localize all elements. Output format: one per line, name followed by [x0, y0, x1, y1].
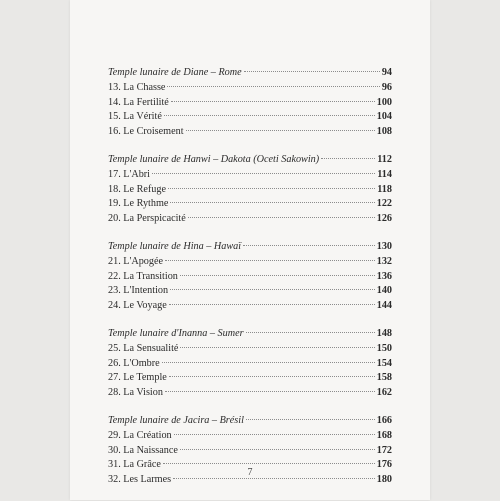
temple-title: Temple lunaire de Hina – Hawaï: [108, 240, 242, 252]
page-ref: 96: [381, 81, 392, 93]
temple-title: Temple lunaire de Jacira – Brésil: [108, 414, 244, 426]
page-ref: 122: [376, 198, 392, 210]
dot-leader: [165, 391, 375, 392]
page-ref: 112: [377, 153, 392, 165]
toc-section: [108, 327, 392, 401]
dot-leader: [246, 332, 375, 333]
dot-leader: [162, 362, 375, 363]
page-ref: 114: [377, 168, 392, 180]
dot-leader: [244, 71, 380, 72]
entry-title: 31. La Grâce: [108, 459, 161, 471]
entry-title: 20. La Perspicacité: [108, 213, 186, 225]
toc-entry-row: [108, 299, 392, 314]
entry-title: 13. La Chasse: [108, 81, 166, 93]
page-ref: 118: [377, 183, 392, 195]
toc-entry-row: [108, 284, 392, 299]
entry-title: 19. Le Rythme: [108, 198, 169, 210]
page-number: 7: [247, 467, 253, 478]
toc-entry-row: [108, 183, 392, 198]
toc-temple-row: [108, 153, 392, 168]
entry-title: 18. Le Refuge: [108, 183, 166, 195]
dot-leader: [180, 347, 374, 348]
dot-leader: [188, 217, 375, 218]
toc-entry-row: [108, 270, 392, 285]
toc-section: [108, 240, 392, 314]
book-page: [70, 0, 430, 500]
toc-entry-row: [108, 197, 392, 212]
page-ref: 150: [376, 342, 392, 354]
toc-entry-row: [108, 357, 392, 372]
page-ref: 148: [376, 327, 392, 339]
entry-title: 25. La Sensualité: [108, 342, 179, 354]
page-ref: 162: [376, 387, 392, 399]
toc-section: [108, 153, 392, 227]
temple-title: Temple lunaire de Diane – Rome: [108, 67, 242, 78]
entry-title: 21. L'Apogée: [108, 255, 164, 267]
entry-title: 22. La Transition: [108, 270, 178, 282]
entry-title: 14. La Fertilité: [108, 96, 169, 108]
page-ref: 108: [376, 126, 392, 138]
toc-entry-row: [108, 255, 392, 270]
page-ref: 94: [381, 67, 392, 78]
dot-leader: [170, 202, 374, 203]
page-ref: 136: [376, 270, 392, 282]
dot-leader: [152, 173, 375, 174]
toc-entry-row: [108, 81, 392, 96]
toc-entry-row: [108, 429, 392, 444]
entry-title: 32. Les Larmes: [108, 474, 172, 486]
table-of-contents: [108, 66, 392, 501]
temple-title: Temple lunaire d'Inanna – Sumer: [108, 327, 244, 339]
page-ref: 158: [376, 372, 392, 384]
page-ref: 154: [376, 357, 392, 369]
dot-leader: [180, 449, 375, 450]
dot-leader: [321, 158, 375, 159]
entry-title: 26. L'Ombre: [108, 357, 160, 369]
toc-section: [108, 66, 392, 140]
page-ref: 176: [376, 459, 392, 471]
entry-title: 27. Le Temple: [108, 372, 167, 384]
dot-leader: [174, 434, 375, 435]
page-ref: 130: [376, 240, 392, 252]
dot-leader: [169, 304, 375, 305]
toc-entry-row: [108, 110, 392, 125]
page-ref: 180: [376, 474, 392, 486]
dot-leader: [243, 245, 375, 246]
toc-entry-row: [108, 386, 392, 401]
toc-temple-row: [108, 66, 392, 81]
dot-leader: [168, 188, 375, 189]
page-ref: 100: [376, 96, 392, 108]
dot-leader: [173, 478, 375, 479]
entry-title: 30. La Naissance: [108, 444, 178, 456]
dot-leader: [167, 86, 379, 87]
dot-leader: [246, 419, 375, 420]
toc-entry-row: [108, 371, 392, 386]
dot-leader: [171, 101, 375, 102]
page-ref: 166: [376, 414, 392, 426]
dot-leader: [180, 275, 375, 276]
temple-title: Temple lunaire de Hanwi – Dakota (Oceti Sakowin): [108, 153, 320, 165]
page-ref: 104: [376, 111, 392, 123]
page-ref: 144: [376, 300, 392, 312]
page-ref: 132: [376, 255, 392, 267]
dot-leader: [186, 130, 375, 131]
toc-temple-row: [108, 327, 392, 342]
entry-title: 28. La Vision: [108, 387, 163, 399]
entry-title: 29. La Création: [108, 429, 172, 441]
dot-leader: [165, 260, 375, 261]
entry-title: 23. L'Intention: [108, 285, 169, 297]
entry-title: 24. Le Voyage: [108, 300, 167, 312]
dot-leader: [170, 289, 375, 290]
toc-temple-row: [108, 414, 392, 429]
toc-entry-row: [108, 96, 392, 111]
entry-title: 16. Le Croisement: [108, 126, 184, 138]
dot-leader: [164, 115, 375, 116]
toc-temple-row: [108, 240, 392, 255]
toc-entry-row: [108, 342, 392, 357]
page-ref: 172: [376, 444, 392, 456]
page-ref: 168: [376, 429, 392, 441]
toc-entry-row: [108, 168, 392, 183]
page-ref: 140: [376, 285, 392, 297]
dot-leader: [163, 463, 375, 464]
toc-entry-row: [108, 212, 392, 227]
dot-leader: [169, 376, 375, 377]
toc-entry-row: [108, 125, 392, 140]
entry-title: 17. L'Abri: [108, 168, 151, 180]
entry-title: 15. La Vérité: [108, 111, 162, 123]
toc-entry-row: [108, 444, 392, 459]
page-ref: 126: [376, 213, 392, 225]
